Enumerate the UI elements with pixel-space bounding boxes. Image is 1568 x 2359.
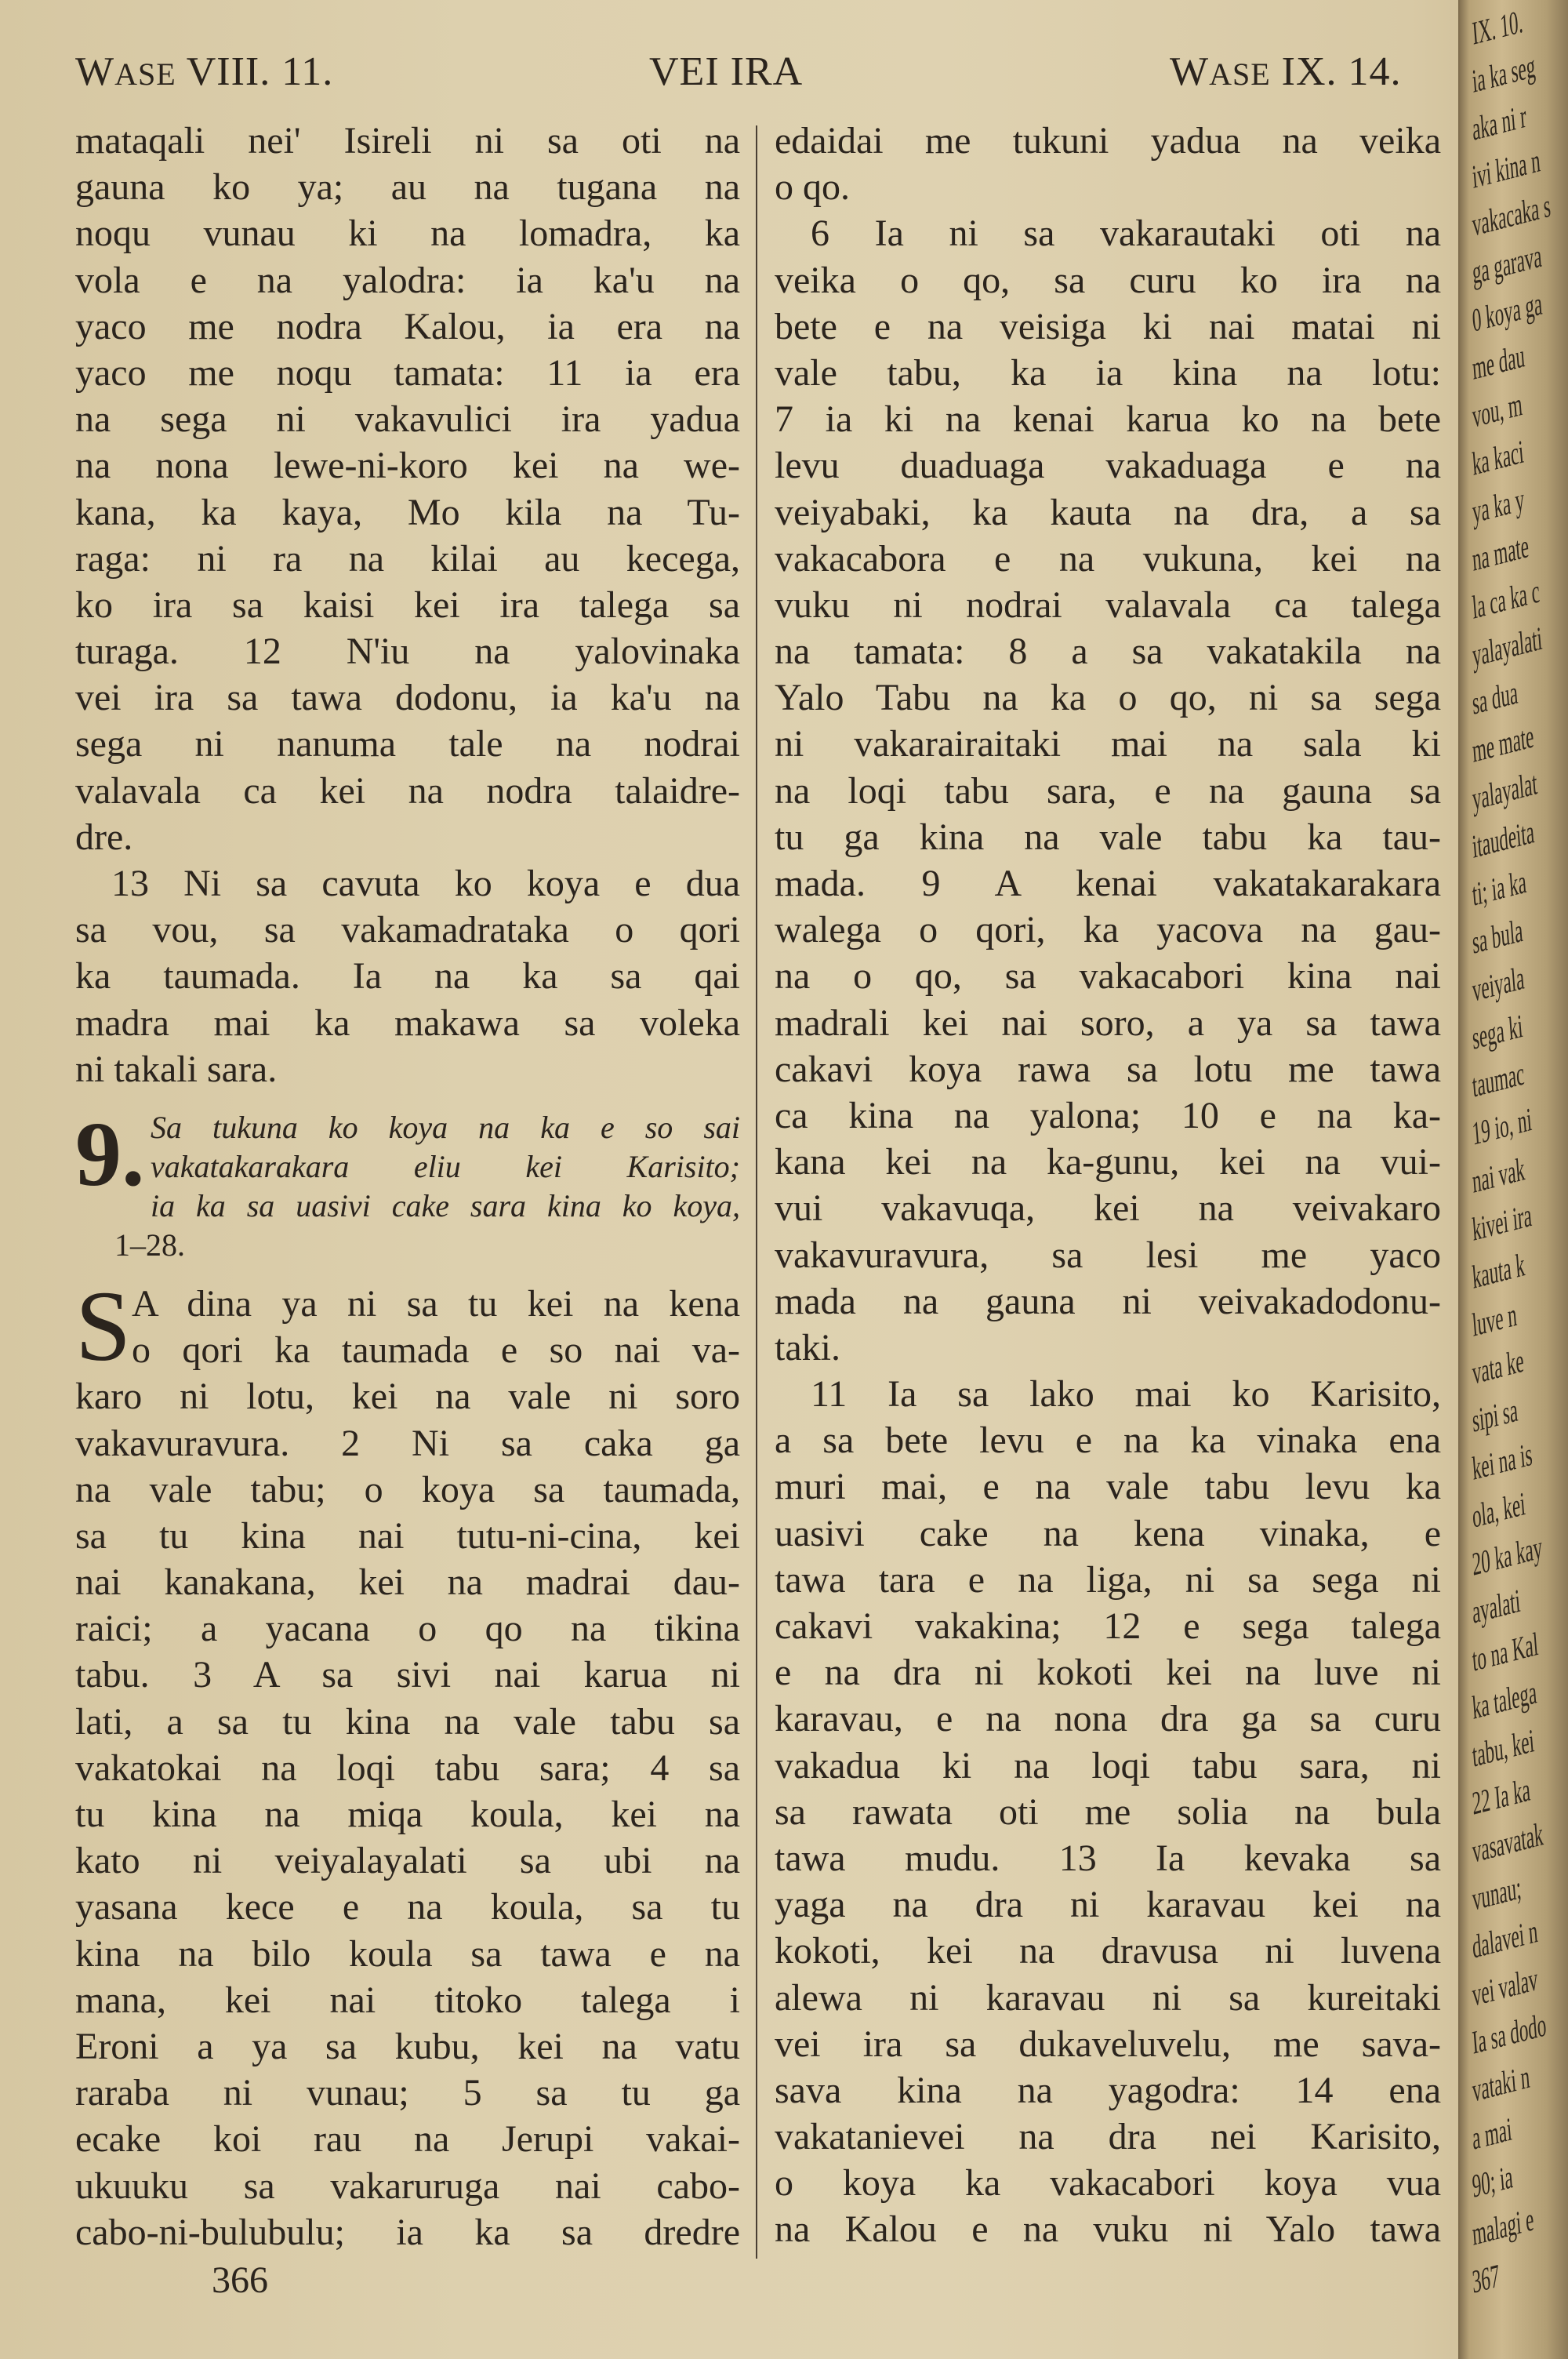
edge-text-fragment: veiyala — [1471, 960, 1526, 1009]
text-line: raici; a yacana o qo na tikina — [75, 1608, 740, 1650]
edge-text-fragment: nai vak — [1471, 1151, 1526, 1201]
text-line: kina na bilo koula sa tawa e na — [75, 1932, 740, 1975]
text-line: madra mai ka makawa sa voleka — [75, 1001, 740, 1044]
text-line: lati, a sa tu kina na vale tabu sa — [75, 1700, 740, 1743]
text-line: 7 ia ki na kenai karua ko na bete — [775, 398, 1441, 441]
text-line: uasivi cake na kena vinaka, e — [775, 1512, 1441, 1554]
edge-text-fragment: vataki n — [1471, 2059, 1531, 2110]
text-line: na vale tabu; o koya sa taumada, — [75, 1468, 740, 1510]
text-line: ka taumada. Ia na ka sa qai — [75, 955, 740, 998]
text-line: tawa mudu. 13 Ia kevaka sa — [775, 1837, 1441, 1879]
text-line: cakavi koya rawa sa lotu me tawa — [775, 1048, 1441, 1090]
text-line: kana, ka kaya, Mo kila na Tu- — [75, 491, 740, 533]
text-line: nai kanakana, kei na madrai dau- — [75, 1561, 740, 1604]
text-line: a sa bete levu e na ka vinaka ena — [775, 1419, 1441, 1462]
text-line: vakavuravura, sa lesi me yaco — [775, 1234, 1441, 1276]
text-line: vui vakavuqa, kei na veivakaro — [775, 1187, 1441, 1230]
text-line: raraba ni vunau; 5 sa tu ga — [75, 2072, 740, 2114]
edge-text-fragment: vou, m — [1471, 386, 1524, 435]
text-line: tu kina na miqa koula, kei na — [75, 1794, 740, 1835]
drop-cap: S — [75, 1270, 132, 1382]
text-line: vakavuravura. 2 Ni sa caka ga — [75, 1422, 740, 1464]
text-line: levu duaduaga vakaduaga e na — [775, 445, 1441, 487]
text-line: 6 Ia ni sa vakarautaki oti na — [811, 213, 1441, 255]
edge-text-fragment: ya ka y — [1471, 482, 1526, 531]
text-line: ni vakarairaitaki mai na sala ki — [775, 723, 1441, 765]
column-divider — [756, 125, 757, 2259]
text-line: yasana kece e na koula, sa tu — [75, 1886, 740, 1928]
edge-text-fragment: aka ni r — [1471, 98, 1528, 148]
text-line: valavala ca kei na nodra talaidre- — [75, 769, 740, 812]
edge-text-fragment: yalayalati — [1471, 620, 1544, 674]
edge-text-fragment: to na Kal — [1471, 1626, 1540, 1679]
text-line: yaga na dra ni karavau kei na — [775, 1884, 1441, 1926]
edge-text-fragment: luve n — [1471, 1296, 1519, 1344]
summary-line: vakatakarakara eliu kei Karisito; — [151, 1148, 740, 1184]
edge-text-fragment: itaudeita — [1471, 814, 1536, 866]
edge-text-fragment: ayalati — [1471, 1583, 1522, 1631]
text-line: na sega ni vakavulici ira yadua — [75, 398, 740, 441]
summary-line: Sa tukuna ko koya na ka e so sai — [151, 1109, 740, 1145]
text-line: vei ira sa dukaveluvelu, me sava- — [775, 2023, 1441, 2065]
text-line: sava kina na yagodra: 14 ena — [775, 2069, 1441, 2111]
text-line: vale tabu, ka ia kina na lotu: — [775, 351, 1441, 394]
text-line: yaco me noqu tamata: 11 ia era — [75, 351, 740, 394]
text-line: alewa ni karavau ni sa kureitaki — [775, 1976, 1441, 2019]
text-line: vuku ni nodrai valavala ca talega — [775, 583, 1441, 626]
edge-text-fragment: kauta k — [1471, 1247, 1526, 1296]
edge-text-fragment: IX. 10. — [1471, 3, 1524, 53]
text-line: yaco me nodra Kalou, ia era na — [75, 305, 740, 347]
edge-text-fragment: sipi sa — [1471, 1392, 1519, 1440]
text-line: mana, kei nai titoko talega i — [75, 1979, 740, 2021]
text-line: taki. — [775, 1326, 840, 1369]
text-line: ecake koi rau na Jerupi vakai- — [75, 2118, 740, 2161]
edge-text-fragment: ola, kei — [1471, 1486, 1527, 1536]
text-line: cabo-ni-bulubulu; ia ka sa dredre — [75, 2211, 740, 2253]
edge-text-fragment: na mate — [1471, 528, 1530, 579]
text-line: o koya ka vakacabori koya vua — [775, 2162, 1441, 2205]
text-line: karavau, e na nona dra ga sa curu — [775, 1698, 1441, 1740]
text-line: na tamata: 8 a sa vakatakila na — [775, 631, 1441, 673]
text-line: muri mai, e na vale tabu levu ka — [775, 1466, 1441, 1508]
left-column-top-text — [75, 118, 740, 1092]
left-column-bottom-text — [75, 1270, 740, 2255]
edge-text-fragment: kivei ira — [1471, 1197, 1534, 1249]
edge-text-fragment: vata ke — [1471, 1343, 1526, 1392]
text-line: Eroni a ya sa kubu, kei na vatu — [75, 2025, 740, 2067]
text-line: mada na gauna ni veivakadodonu- — [775, 1280, 1441, 1322]
text-line: kana kei na ka-gunu, kei na vui- — [775, 1141, 1441, 1183]
edge-text-fragment: vunau; — [1471, 1870, 1523, 1918]
text-line: vei ira sa tawa dodonu, ia ka'u na — [75, 677, 740, 719]
text-line: sa vou, sa vakamadrataka o qori — [75, 909, 740, 951]
text-line: raga: ni ra na kilai au kecega, — [75, 537, 740, 580]
text-line: tu ga kina na vale tabu ka tau- — [775, 816, 1441, 858]
chapter-heading — [75, 1102, 740, 1281]
next-page-edge — [1458, 0, 1568, 2359]
header-right-smallcaps: ASE — [1209, 56, 1271, 92]
text-line: ca kina na yalona; 10 e na ka- — [775, 1094, 1441, 1136]
edge-text-fragment: Ia sa dodo — [1471, 2007, 1548, 2062]
text-line: edaidai me tukuni yadua na veika — [775, 120, 1441, 162]
text-line: madrali kei nai soro, a ya sa tawa — [775, 1001, 1441, 1044]
edge-text-fragment: 90; ia — [1471, 2159, 1515, 2205]
edge-text-fragment: 22 Ia ka — [1471, 1772, 1532, 1823]
summary-verse-range: 1–28. — [114, 1227, 185, 1263]
edge-text-fragment: 20 ka kay — [1471, 1529, 1544, 1583]
edge-text-fragment: vakacaka s — [1471, 187, 1552, 244]
edge-text-fragment: ka talega — [1471, 1674, 1538, 1727]
running-header-right — [1170, 49, 1402, 95]
text-line: ni takali sara. — [75, 1048, 278, 1090]
edge-text-fragment: yalayalat — [1471, 765, 1539, 818]
text-line: sa tu kina nai tutu-ni-cina, kei — [75, 1514, 740, 1557]
edge-text-fragment: me dau — [1471, 338, 1526, 387]
text-line: gauna ko ya; au na tugana na — [75, 166, 740, 209]
edge-text-fragment: kei na is — [1471, 1436, 1534, 1488]
header-left-ref: VIII. 11. — [176, 49, 334, 94]
left-column — [75, 118, 740, 2255]
text-line: na nona lewe-ni-koro kei na we- — [75, 445, 740, 487]
header-right-initial: W — [1170, 49, 1210, 94]
edge-text-fragment: la ca ka c — [1471, 573, 1541, 627]
text-line: ukuuku sa vakaruruga nai cabo- — [75, 2165, 740, 2207]
edge-text-fragment: vasavatak — [1471, 1816, 1544, 1870]
text-line: turaga. 12 N'iu na yalovinaka — [75, 631, 740, 673]
text-line: dre. — [75, 816, 133, 858]
text-line: vakadua ki na loqi tabu sara, ni — [775, 1744, 1441, 1787]
text-line: vakacabora e na vukuna, kei na — [775, 537, 1441, 580]
edge-text-fragment: sa bula — [1471, 912, 1524, 961]
text-line: sa rawata oti me solia na bula — [775, 1790, 1441, 1833]
text-line: ko ira sa kaisi kei ira talega sa — [75, 583, 740, 626]
text-line: veiyabaki, ka kauta na dra, a sa — [775, 491, 1441, 533]
text-line: 11 Ia sa lako mai ko Karisito, — [811, 1373, 1441, 1416]
text-line: mataqali nei' Isireli ni sa oti na — [75, 120, 740, 162]
edge-text-fragment: me mate — [1471, 718, 1535, 770]
running-header-left — [75, 49, 333, 95]
edge-text-fragment: dalavei n — [1471, 1913, 1539, 1966]
text-line: na loqi tabu sara, e na gauna sa — [775, 769, 1441, 812]
edge-text-fragment: ga garava — [1471, 238, 1544, 292]
summary-line: ia ka sa uasivi cake sara kina ko koya, — [151, 1187, 740, 1223]
chapter-number: 9. — [75, 1102, 145, 1205]
chapter-summary — [75, 1102, 740, 1265]
edge-text-fragment: taumac — [1471, 1056, 1526, 1105]
edge-text-fragment: vei valav — [1471, 1961, 1539, 2014]
text-line: 13 Ni sa cavuta ko koya e dua — [111, 863, 740, 904]
edge-text-fragment: tabu, kei — [1471, 1723, 1536, 1775]
text-line: mada. 9 A kenai vakatakarakara — [775, 863, 1441, 904]
text-line: e na dra ni kokoti kei na luve ni — [775, 1652, 1441, 1694]
edge-text-fragment: a mai — [1471, 2111, 1513, 2157]
text-line: Yalo Tabu na ka o qo, ni sa sega — [775, 677, 1441, 719]
edge-text-fragment: malagi e — [1471, 2201, 1535, 2253]
edge-text-fragment: ia ka seg — [1471, 48, 1537, 100]
text-line: cakavi vakakina; 12 e sega talega — [775, 1605, 1441, 1647]
text-line: bete e na veisiga ki nai matai ni — [775, 305, 1441, 347]
text-line: na o qo, sa vakacabori kina nai — [775, 955, 1441, 998]
text-line: o qori ka taumada e so nai va- — [132, 1329, 740, 1372]
edge-text-fragment: sa dua — [1471, 674, 1519, 722]
text-line: walega o qori, ka yacova na gau- — [775, 909, 1441, 951]
edge-text-fragment: 367 — [1471, 2258, 1501, 2301]
right-column — [775, 118, 1441, 2253]
text-line: vola e na yalodra: ia ka'u na — [75, 259, 740, 301]
text-line: veika o qo, sa curu ko ira na — [775, 259, 1441, 301]
edge-text-fragment: ti; ia ka — [1471, 863, 1528, 914]
text-line: tabu. 3 A sa sivi nai karua ni — [75, 1654, 740, 1696]
text-line: vakatanievei na dra nei Karisito, — [775, 2116, 1441, 2158]
header-left-smallcaps: ASE — [114, 56, 176, 92]
page-number: 366 — [212, 2259, 268, 2301]
edge-text-fragment: ivi kina n — [1471, 143, 1542, 196]
edge-text-fragment: 0 koya ga — [1471, 285, 1544, 340]
text-line: kokoti, kei na dravusa ni luvena — [775, 1930, 1441, 1972]
text-line: sega ni nanuma tale na nodrai — [75, 723, 740, 765]
text-line: o qo. — [775, 166, 850, 209]
text-line: vakatokai na loqi tabu sara; 4 sa — [75, 1747, 740, 1789]
running-header-title: VEI IRA — [649, 49, 804, 94]
header-left-initial: W — [75, 49, 115, 94]
edge-text-fragment: ka kaci — [1471, 434, 1526, 483]
text-line: A dina ya ni sa tu kei na kena — [132, 1282, 740, 1325]
text-line: tawa tara e na liga, ni sa sega ni — [775, 1558, 1441, 1601]
text-line: kato ni veiyalayalati sa ubi na — [75, 1840, 740, 1882]
edge-text-fragment: 19 io, ni — [1471, 1101, 1534, 1153]
text-line: na Kalou e na vuku ni Yalo tawa — [775, 2208, 1441, 2251]
header-right-ref: IX. 14. — [1270, 49, 1402, 94]
edge-text-fragment: sega ki — [1471, 1008, 1524, 1057]
text-line: noqu vunau ki na lomadra, ka — [75, 213, 740, 255]
text-line: karo ni lotu, kei na vale ni soro — [75, 1376, 740, 1418]
